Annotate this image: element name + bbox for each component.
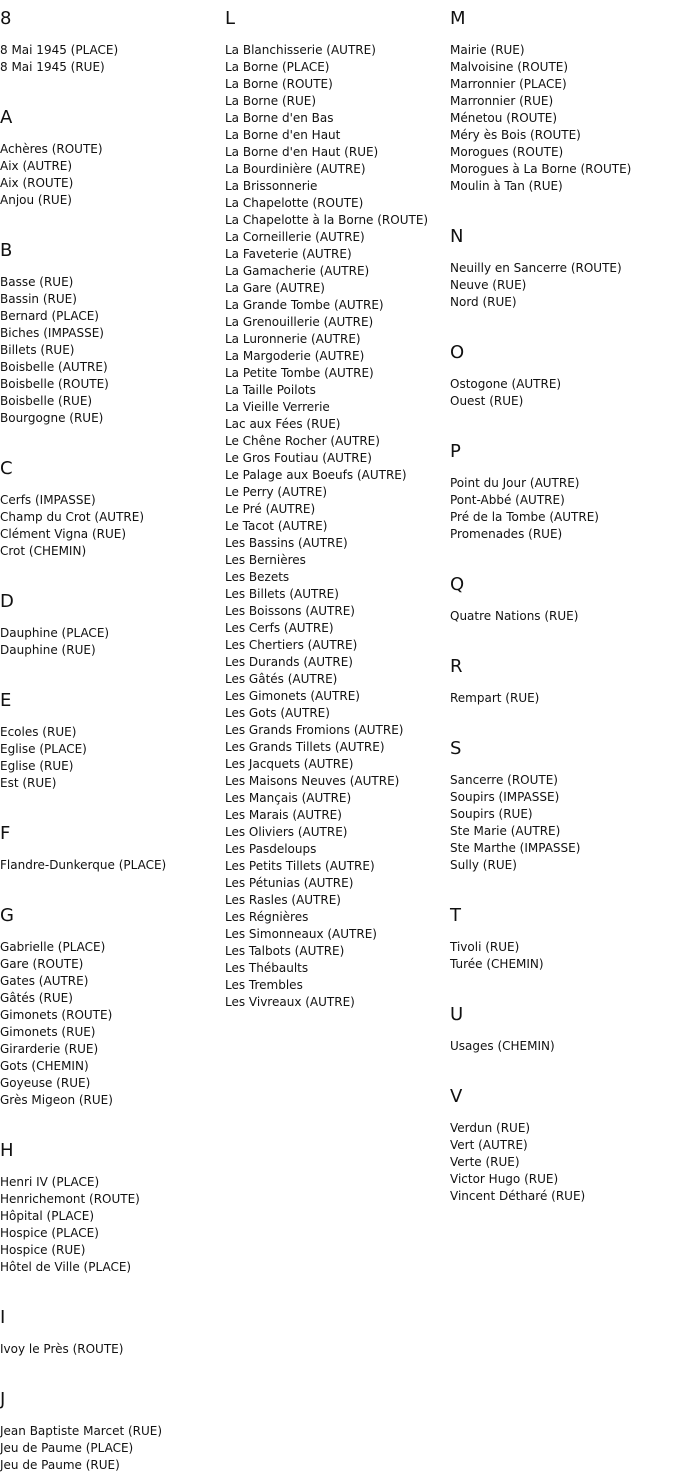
street-list [0,274,224,427]
street-item[interactable]: Les Bassins (AUTRE) [225,536,348,550]
street-item[interactable]: Turée (CHEMIN) [450,957,544,971]
street-item[interactable]: Les Talbots (AUTRE) [225,944,345,958]
letter-heading: U [450,1004,464,1025]
street-item[interactable]: Les Grands Tillets (AUTRE) [225,740,385,754]
letter-group [0,897,224,1109]
street-item[interactable]: Les Trembles [225,978,303,992]
street-item[interactable]: Anjou (RUE) [0,193,72,207]
street-item[interactable]: Les Maisons Neuves (AUTRE) [225,774,400,788]
street-item[interactable]: Morogues à La Borne (ROUTE) [450,162,632,176]
street-item[interactable]: Neuilly en Sancerre (ROUTE) [450,261,622,275]
street-item[interactable]: La Faveterie (AUTRE) [225,247,352,261]
street-item[interactable]: La Luronnerie (AUTRE) [225,332,361,346]
street-item[interactable]: Ecoles (RUE) [0,725,77,739]
street-list [0,1423,224,1474]
street-item[interactable]: Le Palage aux Boeufs (AUTRE) [225,468,407,482]
street-item[interactable]: Verdun (RUE) [450,1121,531,1135]
street-item[interactable]: Les Chertiers (AUTRE) [225,638,358,652]
group-spacer [0,1358,224,1381]
street-item[interactable]: La Blanchisserie (AUTRE) [225,43,376,57]
street-item[interactable]: Moulin à Tan (RUE) [450,179,563,193]
street-list [0,141,224,209]
group-spacer [450,410,674,433]
street-item[interactable]: Le Chêne Rocher (AUTRE) [225,434,380,448]
street-item[interactable]: Soupirs (IMPASSE) [450,790,560,804]
street-list [450,260,674,311]
street-item[interactable]: Dauphine (RUE) [0,643,96,657]
street-item[interactable]: Victor Hugo (RUE) [450,1172,559,1186]
letter-group [0,1299,224,1358]
street-item[interactable]: Usages (CHEMIN) [450,1039,555,1053]
street-item[interactable]: Hospice (PLACE) [0,1226,99,1240]
street-item[interactable]: Les Gâtés (AUTRE) [225,672,338,686]
street-item[interactable]: Les Gimonets (AUTRE) [225,689,360,703]
street-item[interactable]: Tivoli (RUE) [450,940,520,954]
street-item[interactable]: Jeu de Paume (PLACE) [0,1441,134,1455]
group-spacer [0,76,224,99]
street-list [450,1038,674,1055]
street-item[interactable]: Henrichemont (ROUTE) [0,1192,140,1206]
street-item[interactable]: Biches (IMPASSE) [0,326,104,340]
group-spacer [0,427,224,450]
street-item[interactable]: Les Oliviers (AUTRE) [225,825,348,839]
street-item[interactable]: Le Perry (AUTRE) [225,485,328,499]
street-item[interactable]: Marronnier (RUE) [450,94,554,108]
letter-heading: L [225,8,236,29]
street-item[interactable]: Jeu de Paume (RUE) [0,1458,120,1472]
street-item[interactable]: Gabrielle (PLACE) [0,940,106,954]
letter-heading: E [0,690,12,711]
street-item[interactable]: Mairie (RUE) [450,43,525,57]
street-list [450,939,674,973]
letter-heading: J [0,1389,6,1410]
street-list [0,42,224,76]
street-item[interactable]: La Bourdinière (AUTRE) [225,162,366,176]
letter-heading: C [0,458,13,479]
street-item[interactable]: Bassin (RUE) [0,292,77,306]
letter-group [450,218,674,311]
letter-group [225,0,449,1011]
group-spacer [450,874,674,897]
street-item[interactable]: Crot (CHEMIN) [0,544,87,558]
group-spacer [0,560,224,583]
street-item[interactable]: Clément Vigna (RUE) [0,527,127,541]
street-item[interactable]: Le Gros Foutiau (AUTRE) [225,451,372,465]
street-item[interactable]: Soupirs (RUE) [450,807,533,821]
letter-heading: P [450,441,461,462]
street-item[interactable]: Gimonets (ROUTE) [0,1008,113,1022]
letter-group [450,566,674,625]
street-item[interactable]: Le Tacot (AUTRE) [225,519,328,533]
street-list [0,492,224,560]
street-list [0,939,224,1109]
street-item[interactable]: Ménetou (ROUTE) [450,111,558,125]
street-list [450,690,674,707]
street-item[interactable]: Boisbelle (RUE) [0,394,93,408]
street-item[interactable]: La Chapelotte (ROUTE) [225,196,364,210]
letter-group [0,0,224,76]
street-item[interactable]: La Vieille Verrerie [225,400,330,414]
letter-group [0,1381,224,1474]
letter-heading: D [0,591,14,612]
street-item[interactable]: La Grande Tombe (AUTRE) [225,298,384,312]
street-item[interactable]: Billets (RUE) [0,343,75,357]
street-item[interactable]: Vincent Détharé (RUE) [450,1189,586,1203]
letter-heading: H [0,1140,14,1161]
street-item[interactable]: Neuve (RUE) [450,278,527,292]
street-item[interactable]: Les Thébaults [225,961,309,975]
letter-group [450,334,674,410]
street-item[interactable]: Ivoy le Près (ROUTE) [0,1342,124,1356]
letter-heading: N [450,226,464,247]
street-item[interactable]: Les Durands (AUTRE) [225,655,353,669]
street-item[interactable]: Pré de la Tombe (AUTRE) [450,510,599,524]
street-item[interactable]: La Borne (RUE) [225,94,317,108]
street-item[interactable]: Marronnier (PLACE) [450,77,567,91]
street-item[interactable]: Basse (RUE) [0,275,74,289]
letter-heading: G [0,905,14,926]
letter-heading: A [0,107,13,128]
street-item[interactable]: La Borne d'en Bas [225,111,334,125]
letter-heading: V [450,1086,463,1107]
street-item[interactable]: 8 Mai 1945 (RUE) [0,60,105,74]
letter-group [450,1078,674,1205]
letter-group [450,897,674,973]
street-item[interactable]: La Borne (PLACE) [225,60,330,74]
letter-heading: F [0,823,11,844]
letter-group [0,682,224,792]
letter-group [450,730,674,874]
street-item[interactable]: La Margoderie (AUTRE) [225,349,365,363]
street-item[interactable]: Sully (RUE) [450,858,517,872]
group-spacer [450,707,674,730]
street-item[interactable]: Rempart (RUE) [450,691,540,705]
street-list [0,625,224,659]
street-item[interactable]: Les Boissons (AUTRE) [225,604,355,618]
street-item[interactable]: La Corneillerie (AUTRE) [225,230,365,244]
street-item[interactable]: Henri IV (PLACE) [0,1175,100,1189]
street-list [450,1120,674,1205]
street-item[interactable]: Aix (ROUTE) [0,176,74,190]
street-item[interactable]: Les Billets (AUTRE) [225,587,339,601]
letter-group [450,996,674,1055]
street-item[interactable]: Aix (AUTRE) [0,159,73,173]
letter-heading: R [450,656,463,677]
letter-heading: T [450,905,461,926]
street-item[interactable]: Girarderie (RUE) [0,1042,99,1056]
street-list [450,376,674,410]
street-item[interactable]: Point du Jour (AUTRE) [450,476,580,490]
letter-group [0,99,224,209]
column-3 [450,0,674,1205]
street-item[interactable]: Eglise (PLACE) [0,742,87,756]
street-item[interactable]: Jean Baptiste Marcet (RUE) [0,1424,163,1438]
street-item[interactable]: La Grenouillerie (AUTRE) [225,315,374,329]
street-item[interactable]: Goyeuse (RUE) [0,1076,91,1090]
street-list [225,42,449,1011]
street-item[interactable]: Le Pré (AUTRE) [225,502,316,516]
street-item[interactable]: La Borne d'en Haut (RUE) [225,145,379,159]
letter-heading: M [450,8,466,29]
street-item[interactable]: Méry ès Bois (ROUTE) [450,128,581,142]
street-item[interactable]: Flandre-Dunkerque (PLACE) [0,858,167,872]
group-spacer [0,792,224,815]
group-spacer [450,311,674,334]
street-item[interactable]: Les Régnières [225,910,309,924]
street-item[interactable]: Dauphine (PLACE) [0,626,110,640]
letter-heading: Q [450,574,465,595]
street-list [0,1174,224,1276]
street-item[interactable]: La Chapelotte à la Borne (ROUTE) [225,213,429,227]
street-item[interactable]: Gots (CHEMIN) [0,1059,89,1073]
column-1 [0,0,224,1474]
street-item[interactable]: Les Pétunias (AUTRE) [225,876,354,890]
letter-heading: O [450,342,465,363]
street-item[interactable]: Vert (AUTRE) [450,1138,528,1152]
street-item[interactable]: Ste Marie (AUTRE) [450,824,561,838]
street-item[interactable]: Les Gots (AUTRE) [225,706,330,720]
letter-heading: S [450,738,462,759]
street-item[interactable]: Les Petits Tillets (AUTRE) [225,859,375,873]
street-item[interactable]: Cerfs (IMPASSE) [0,493,96,507]
street-item[interactable]: Nord (RUE) [450,295,517,309]
street-item[interactable]: Les Cerfs (AUTRE) [225,621,334,635]
letter-group [0,1132,224,1276]
street-item[interactable]: La Borne d'en Haut [225,128,341,142]
street-item[interactable]: La Gamacherie (AUTRE) [225,264,370,278]
street-item[interactable]: Est (RUE) [0,776,57,790]
letter-group [450,0,674,195]
street-item[interactable]: Les Bernières [225,553,306,567]
street-list [450,42,674,195]
street-item[interactable]: Champ du Crot (AUTRE) [0,510,145,524]
street-list [450,772,674,874]
street-item[interactable]: Sancerre (ROUTE) [450,773,558,787]
street-item[interactable]: Hôpital (PLACE) [0,1209,95,1223]
street-list [0,724,224,792]
street-item[interactable]: Gâtés (RUE) [0,991,73,1005]
street-item[interactable]: Bourgogne (RUE) [0,411,104,425]
group-spacer [450,1055,674,1078]
street-list [450,608,674,625]
street-item[interactable]: La Brissonnerie [225,179,318,193]
street-item[interactable]: La Taille Poilots [225,383,316,397]
street-item[interactable]: La Borne (ROUTE) [225,77,333,91]
street-list [0,857,224,874]
street-item[interactable]: Malvoisine (ROUTE) [450,60,569,74]
street-item[interactable]: Hospice (RUE) [0,1243,86,1257]
letter-group [0,232,224,427]
letter-group [0,583,224,659]
street-item[interactable]: Les Vivreaux (AUTRE) [225,995,355,1009]
street-item[interactable]: Bernard (PLACE) [0,309,99,323]
street-item[interactable]: Hôtel de Ville (PLACE) [0,1260,132,1274]
letter-heading: 8 [0,8,12,29]
street-item[interactable]: Lac aux Fées (RUE) [225,417,341,431]
street-item[interactable]: Ouest (RUE) [450,394,524,408]
group-spacer [0,1276,224,1299]
letter-heading: B [0,240,13,261]
street-item[interactable]: Gates (AUTRE) [0,974,89,988]
street-item[interactable]: Les Pasdeloups [225,842,317,856]
street-item[interactable]: Gimonets (RUE) [0,1025,96,1039]
street-item[interactable]: Eglise (RUE) [0,759,74,773]
street-item[interactable]: Promenades (RUE) [450,527,563,541]
street-item[interactable]: Ostogone (AUTRE) [450,377,562,391]
group-spacer [0,1109,224,1132]
street-item[interactable]: Pont-Abbé (AUTRE) [450,493,565,507]
letter-group [450,648,674,707]
street-item[interactable]: Quatre Nations (RUE) [450,609,579,623]
group-spacer [450,543,674,566]
letter-group [0,450,224,560]
letter-group [450,433,674,543]
street-item[interactable]: Les Mançais (AUTRE) [225,791,352,805]
street-list [450,475,674,543]
street-list [0,1341,224,1358]
street-item[interactable]: Grès Migeon (RUE) [0,1093,113,1107]
group-spacer [0,874,224,897]
group-spacer [0,659,224,682]
group-spacer [450,625,674,648]
street-item[interactable]: Les Grands Fromions (AUTRE) [225,723,404,737]
street-item[interactable]: 8 Mai 1945 (PLACE) [0,43,119,57]
street-item[interactable]: La Petite Tombe (AUTRE) [225,366,374,380]
group-spacer [0,209,224,232]
street-item[interactable]: Les Jacquets (AUTRE) [225,757,354,771]
street-item[interactable]: Achères (ROUTE) [0,142,103,156]
street-item[interactable]: Les Marais (AUTRE) [225,808,342,822]
letter-group [0,815,224,874]
letter-heading: I [0,1307,6,1328]
column-2 [225,0,449,1011]
street-item[interactable]: Les Bezets [225,570,290,584]
street-item[interactable]: Boisbelle (ROUTE) [0,377,109,391]
street-item[interactable]: Morogues (ROUTE) [450,145,564,159]
street-item[interactable]: Verte (RUE) [450,1155,520,1169]
group-spacer [450,195,674,218]
street-item[interactable]: Gare (ROUTE) [0,957,84,971]
street-item[interactable]: Boisbelle (AUTRE) [0,360,108,374]
group-spacer [450,973,674,996]
street-item[interactable]: La Gare (AUTRE) [225,281,325,295]
street-item[interactable]: Ste Marthe (IMPASSE) [450,841,581,855]
street-item[interactable]: Les Rasles (AUTRE) [225,893,341,907]
street-item[interactable]: Les Simonneaux (AUTRE) [225,927,377,941]
